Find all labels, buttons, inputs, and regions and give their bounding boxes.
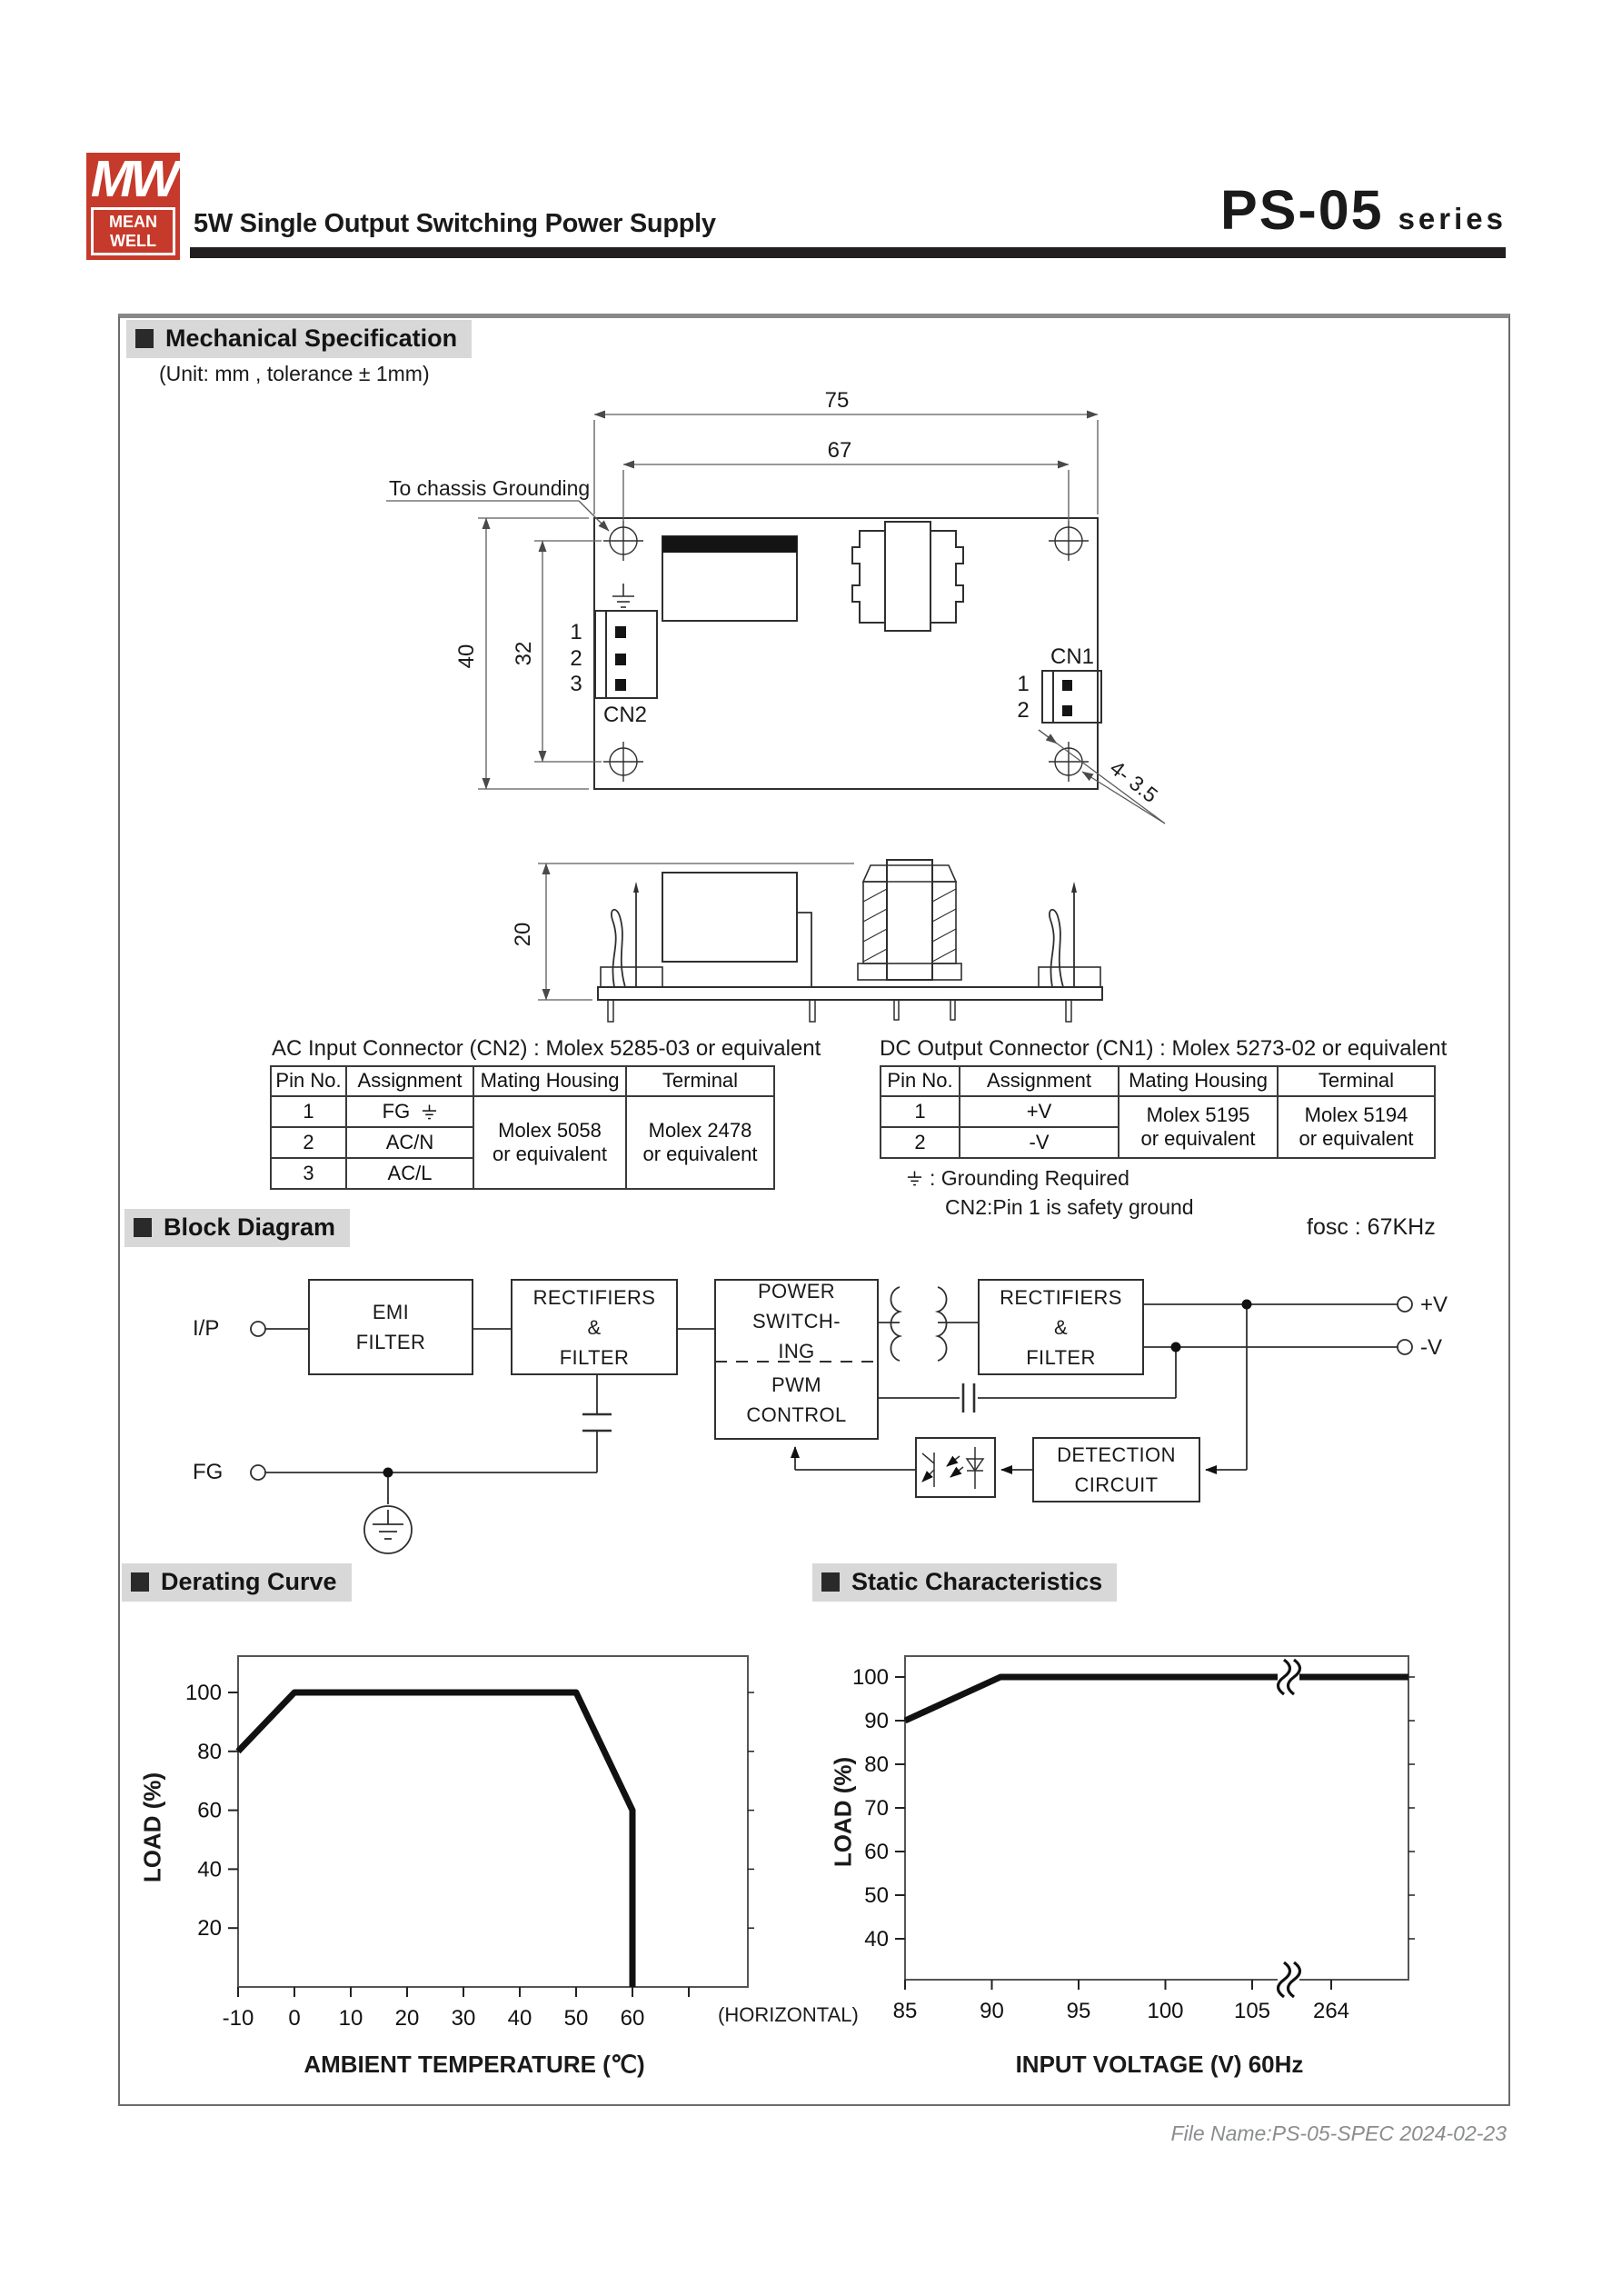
cell-assignment: -V bbox=[960, 1127, 1119, 1158]
cn2-pin2-label: 2 bbox=[570, 646, 582, 671]
cn1-label: CN1 bbox=[1050, 644, 1095, 669]
svg-text:80: 80 bbox=[197, 1739, 222, 1764]
svg-text:20: 20 bbox=[197, 1916, 222, 1942]
static-x-axis-label: INPUT VOLTAGE (V) 60Hz bbox=[1015, 2051, 1304, 2078]
col-pin-no: Pin No. bbox=[881, 1066, 960, 1096]
ac-connector-table bbox=[270, 1065, 775, 1190]
section-title: Static Characteristics bbox=[851, 1568, 1103, 1595]
table-row bbox=[271, 1096, 774, 1127]
ac-table-title: AC Input Connector (CN2) : Molex 5285-03 or equivalent bbox=[272, 1036, 821, 1061]
cell-pin: 1 bbox=[881, 1096, 960, 1127]
series-suffix: series bbox=[1398, 202, 1507, 235]
cn2-pin3-label: 3 bbox=[570, 672, 582, 696]
mechanical-top-view bbox=[594, 518, 1101, 789]
mw-logo-glyph: MW bbox=[90, 150, 176, 208]
cell-pin: 1 bbox=[271, 1096, 346, 1127]
grounding-note: : Grounding Required bbox=[907, 1166, 1129, 1191]
svg-text:50: 50 bbox=[563, 2006, 589, 2031]
svg-text:60: 60 bbox=[197, 1798, 222, 1823]
col-mating-housing: Mating Housing bbox=[1119, 1066, 1278, 1096]
svg-text:90: 90 bbox=[864, 1709, 889, 1733]
section-title: Mechanical Specification bbox=[165, 324, 458, 352]
cell-terminal: Molex 5194 or equivalent bbox=[1278, 1096, 1435, 1158]
mechanical-side-view bbox=[598, 860, 1102, 1022]
block-rectifiers-filter-output: RECTIFIERS & FILTER bbox=[1000, 1285, 1122, 1369]
side-view-dimensions bbox=[538, 863, 854, 1000]
derating-curve-chart bbox=[185, 1656, 754, 2031]
earth-ground-icon bbox=[364, 1506, 412, 1553]
svg-text:100: 100 bbox=[851, 1665, 889, 1690]
cn2-pin1-label: 1 bbox=[570, 620, 582, 644]
page-title: 5W Single Output Switching Power Supply bbox=[194, 209, 716, 238]
cell-assignment bbox=[346, 1096, 473, 1127]
derating-y-axis-label: LOAD (%) bbox=[138, 1772, 166, 1883]
table-header-row bbox=[271, 1066, 774, 1096]
cell-terminal: Molex 2478 or equivalent bbox=[626, 1096, 774, 1189]
static-characteristics-chart bbox=[852, 1656, 1415, 2023]
fg-terminal-label: FG bbox=[193, 1460, 224, 1484]
col-mating-housing: Mating Housing bbox=[473, 1066, 626, 1096]
cell-pin: 3 bbox=[271, 1158, 346, 1189]
plus-v-label: +V bbox=[1420, 1293, 1448, 1317]
optocoupler-icon bbox=[922, 1447, 983, 1489]
block-detection-circuit: DETECTION CIRCUIT bbox=[1057, 1443, 1176, 1496]
cn1-pin2-label: 2 bbox=[1017, 698, 1030, 723]
cell-pin: 2 bbox=[881, 1127, 960, 1158]
fg-label: FG bbox=[382, 1099, 411, 1123]
svg-text:90: 90 bbox=[980, 1999, 1004, 2023]
table-header-row bbox=[881, 1066, 1435, 1096]
svg-text:-10: -10 bbox=[222, 2006, 254, 2031]
ground-icon bbox=[422, 1104, 437, 1120]
cn1-pin1-label: 1 bbox=[1017, 672, 1030, 696]
svg-text:60: 60 bbox=[620, 2006, 645, 2031]
svg-text:264: 264 bbox=[1312, 1999, 1350, 2023]
svg-text:40: 40 bbox=[197, 1857, 222, 1882]
dim-32-label: 32 bbox=[512, 641, 536, 666]
svg-text:80: 80 bbox=[864, 1752, 889, 1777]
svg-text:100: 100 bbox=[1147, 1999, 1184, 2023]
mean-well-wordmark: MEAN WELL bbox=[91, 207, 175, 255]
block-pwm-control: PWM CONTROL bbox=[746, 1373, 847, 1426]
col-pin-no: Pin No. bbox=[271, 1066, 346, 1096]
input-terminal-label: I/P bbox=[193, 1316, 220, 1341]
top-view-labels bbox=[389, 388, 1162, 807]
svg-text:85: 85 bbox=[892, 1999, 918, 2023]
svg-text:20: 20 bbox=[394, 2006, 420, 2031]
svg-text:40: 40 bbox=[507, 2006, 532, 2031]
ground-icon bbox=[907, 1171, 922, 1186]
svg-text:105: 105 bbox=[1233, 1999, 1271, 2023]
cell-assignment: AC/L bbox=[346, 1158, 473, 1189]
minus-v-label: -V bbox=[1420, 1335, 1442, 1360]
unit-note: (Unit: mm , tolerance ± 1mm) bbox=[159, 362, 430, 385]
svg-text:60: 60 bbox=[864, 1840, 889, 1864]
svg-text:70: 70 bbox=[864, 1796, 889, 1821]
svg-text:50: 50 bbox=[864, 1883, 889, 1908]
cell-mating-housing: Molex 5058 or equivalent bbox=[473, 1096, 626, 1189]
series-name: PS-05 bbox=[1220, 179, 1384, 241]
col-assignment: Assignment bbox=[346, 1066, 473, 1096]
dim-75-label: 75 bbox=[824, 388, 850, 413]
cell-mating-housing: Molex 5195 or equivalent bbox=[1119, 1096, 1278, 1158]
dim-40-label: 40 bbox=[454, 644, 479, 669]
col-terminal: Terminal bbox=[1278, 1066, 1435, 1096]
section-title: Block Diagram bbox=[164, 1213, 336, 1241]
dc-connector-table bbox=[880, 1065, 1436, 1159]
col-assignment: Assignment bbox=[960, 1066, 1119, 1096]
svg-text:95: 95 bbox=[1066, 1999, 1091, 2023]
cell-assignment: AC/N bbox=[346, 1127, 473, 1158]
safety-ground-note: CN2:Pin 1 is safety ground bbox=[945, 1195, 1194, 1219]
dc-table-title: DC Output Connector (CN1) : Molex 5273-02 or equivalent bbox=[880, 1036, 1448, 1061]
svg-text:30: 30 bbox=[451, 2006, 476, 2031]
cn2-label: CN2 bbox=[602, 703, 648, 727]
section-title: Derating Curve bbox=[161, 1568, 337, 1595]
col-terminal: Terminal bbox=[626, 1066, 774, 1096]
hole-size-note: 4- 3.5 bbox=[1105, 755, 1163, 808]
file-info: File Name:PS-05-SPEC 2024-02-23 bbox=[1170, 2121, 1507, 2145]
svg-text:10: 10 bbox=[338, 2006, 363, 2031]
derating-x-axis-label: AMBIENT TEMPERATURE (℃) bbox=[304, 2051, 645, 2078]
svg-text:0: 0 bbox=[288, 2006, 301, 2031]
fosc-label: fosc : 67KHz bbox=[1307, 1214, 1436, 1240]
table-row bbox=[881, 1096, 1435, 1127]
block-emi-filter: EMI FILTER bbox=[355, 1301, 426, 1353]
block-power-switching: POWER SWITCH- ING bbox=[752, 1279, 841, 1363]
dim-67-label: 67 bbox=[827, 438, 852, 463]
block-rectifiers-filter-input: RECTIFIERS & FILTER bbox=[532, 1285, 656, 1369]
dim-20-label: 20 bbox=[511, 922, 535, 947]
cell-pin: 2 bbox=[271, 1127, 346, 1158]
svg-text:40: 40 bbox=[864, 1927, 889, 1952]
svg-text:100: 100 bbox=[184, 1681, 222, 1705]
cell-assignment: +V bbox=[960, 1096, 1119, 1127]
chassis-grounding-label: To chassis Grounding bbox=[389, 476, 591, 500]
static-y-axis-label: LOAD (%) bbox=[829, 1756, 857, 1868]
horizontal-note: (HORIZONTAL) bbox=[718, 2003, 859, 2026]
